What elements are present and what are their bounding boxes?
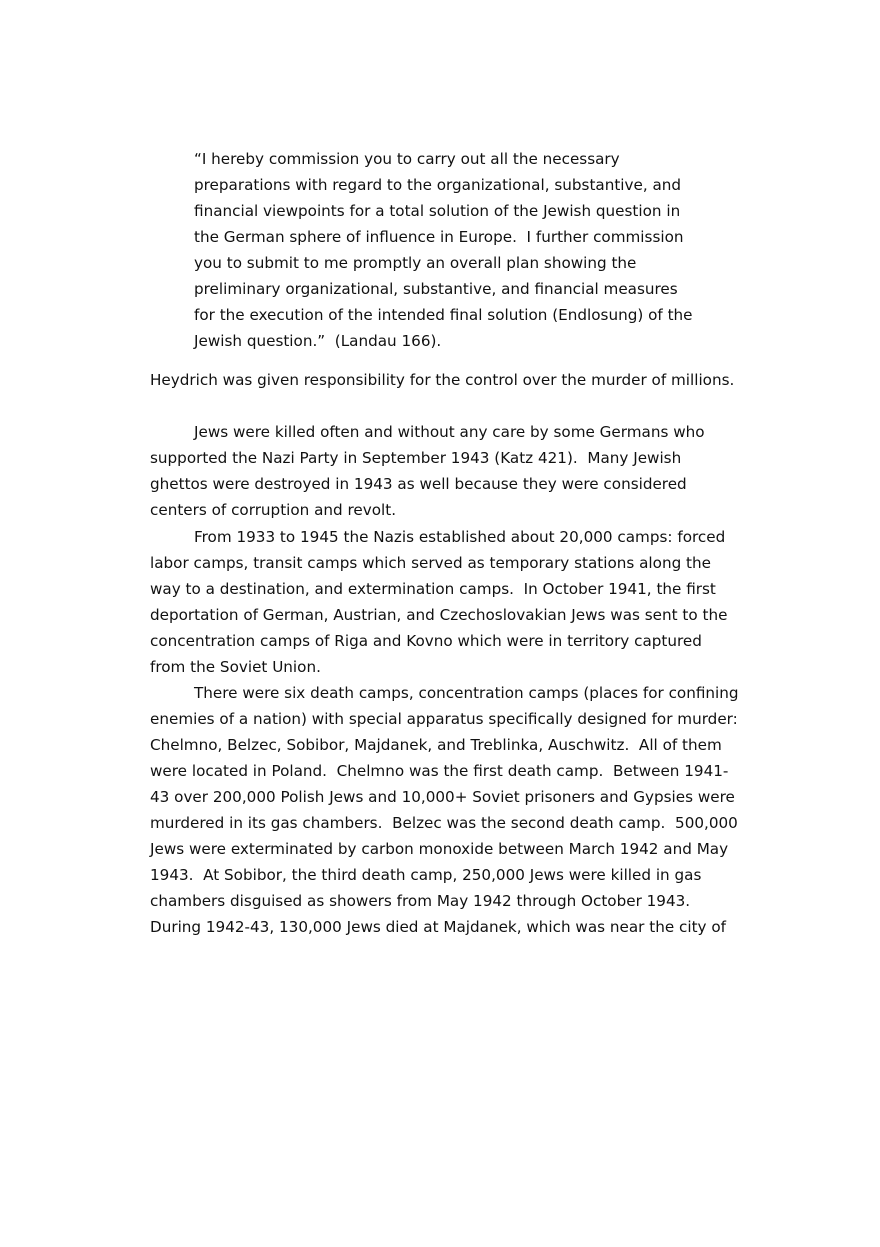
quote-line: preliminary organizational, substantive, and financial measures bbox=[194, 280, 678, 298]
body-line: ghettos were destroyed in 1943 as well because they were considered bbox=[150, 475, 687, 493]
body-line: labor camps, transit camps which served as temporary stations along the bbox=[150, 554, 711, 572]
body-line: from the Soviet Union. bbox=[150, 658, 321, 676]
quote-line: “I hereby commission you to carry out all the necessary bbox=[194, 150, 620, 168]
body-line: concentration camps of Riga and Kovno which were in territory captured bbox=[150, 632, 702, 650]
body-line: Chelmno, Belzec, Sobibor, Majdanek, and Treblinka, Auschwitz. All of them bbox=[150, 736, 722, 754]
body-line: From 1933 to 1945 the Nazis established about 20,000 camps: forced bbox=[194, 528, 726, 546]
body-line: 43 over 200,000 Polish Jews and 10,000+ Soviet prisoners and Gypsies were bbox=[150, 788, 735, 806]
body-line: supported the Nazi Party in September 1943 (Katz 421). Many Jewish bbox=[150, 449, 682, 467]
body-line: way to a destination, and extermination camps. In October 1941, the first bbox=[150, 580, 716, 598]
body-line: 1943. At Sobibor, the third death camp, 250,000 Jews were killed in gas bbox=[150, 866, 702, 884]
body-line: chambers disguised as showers from May 1942 through October 1943. bbox=[150, 892, 691, 910]
body-line: During 1942-43, 130,000 Jews died at Majdanek, which was near the city of bbox=[150, 918, 726, 936]
body-line: centers of corruption and revolt. bbox=[150, 501, 397, 519]
body-line: There were six death camps, concentration camps (places for confining bbox=[194, 684, 739, 702]
body-line: murdered in its gas chambers. Belzec was the second death camp. 500,000 bbox=[150, 814, 738, 832]
heydrich-line: Heydrich was given responsibility for the control over the murder of millions. bbox=[150, 371, 735, 389]
quote-line: for the execution of the intended final solution (Endlosung) of the bbox=[194, 306, 693, 324]
quote-line: the German sphere of influence in Europe. I further commission bbox=[194, 228, 684, 246]
quote-line: preparations with regard to the organizational, substantive, and bbox=[194, 176, 682, 194]
body-line: were located in Poland. Chelmno was the first death camp. Between 1941- bbox=[150, 762, 729, 780]
body-line: Jews were killed often and without any care by some Germans who bbox=[194, 423, 705, 441]
quote-line: financial viewpoints for a total solution of the Jewish question in bbox=[194, 202, 681, 220]
quote-line: you to submit to me promptly an overall plan showing the bbox=[194, 254, 637, 272]
body-line: enemies of a nation) with special apparatus specifically designed for murder: bbox=[150, 710, 738, 728]
quote-line: Jewish question.” (Landau 166). bbox=[194, 332, 442, 350]
body-line: Jews were exterminated by carbon monoxide between March 1942 and May bbox=[150, 840, 729, 858]
body-line: deportation of German, Austrian, and Czechoslovakian Jews was sent to the bbox=[150, 606, 728, 624]
